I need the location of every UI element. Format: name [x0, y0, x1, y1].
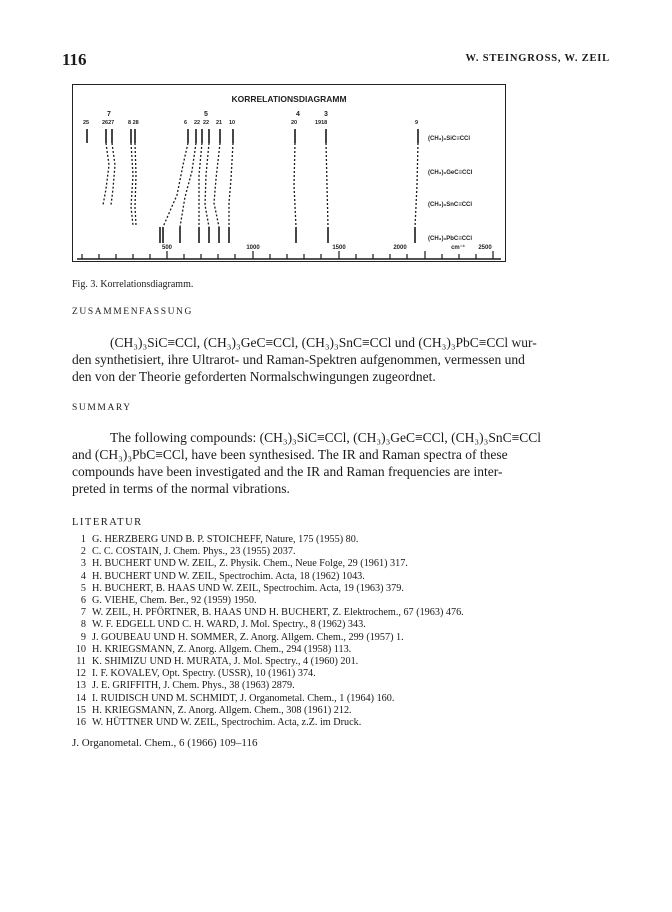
compound-label: (CH₃)₃PbC≡CCl [428, 236, 473, 242]
zusammenfassung-heading: ZUSAMMENFASSUNG [72, 307, 193, 317]
line-label: 22 [194, 120, 201, 126]
line-label: 1918 [315, 120, 328, 126]
page-header [62, 50, 610, 72]
reference-item: 10 H. KRIEGSMANN, Z. Anorg. Allgem. Chem., 294 (1958) 113. [75, 643, 352, 655]
axis-tick-label: 1000 [246, 245, 260, 251]
reference-item: 4 H. BUCHERT UND W. ZEIL, Spectrochim. Acta, 18 (1962) 1043. [80, 570, 365, 582]
compound-label: (CH₃)₃SiC≡CCl [428, 136, 471, 142]
axis-tick-label: 2000 [393, 245, 407, 251]
line-label: 2627 [102, 120, 115, 126]
figure-caption: Fig. 3. Korrelationsdiagramm. [72, 279, 194, 290]
reference-item: 3 H. BUCHERT UND W. ZEIL, Z. Physik. Chem., Neue Folge, 29 (1961) 317. [80, 558, 408, 570]
reference-item: 5 H. BUCHERT, B. HAAS UND W. ZEIL, Spectrochim. Acta, 19 (1963) 379. [80, 582, 404, 594]
reference-item: 9 J. GOUBEAU UND H. SOMMER, Z. Anorg. Allgem. Chem., 299 (1957) 1. [80, 631, 404, 643]
correlation-diagram-svg [73, 85, 505, 261]
group-label: 4 [296, 111, 300, 118]
reference-list [72, 534, 612, 729]
reference-item: 15 H. KRIEGSMANN, Z. Anorg. Allgem. Chem., 308 (1961) 212. [75, 704, 352, 716]
group-label: 3 [324, 111, 328, 118]
summary-text [72, 429, 598, 497]
group-label: 7 [107, 111, 111, 118]
line-label: 8 28 [128, 120, 139, 126]
reference-item: 12 I. F. KOVALEV, Opt. Spectry. (USSR), 10 (1961) 374. [75, 668, 316, 680]
axis-tick-label: 2500 [478, 245, 492, 251]
line-label: 9 [415, 120, 419, 126]
diagram-title: KORRELATIONSDIAGRAMM [231, 94, 347, 104]
text-line: The following compounds: (CH₃)₃SiC≡CCl, (CH₃)₃GeC≡CCl, (CH₃)₃SnC≡CCl [110, 430, 541, 445]
line-label: 6 [184, 120, 188, 126]
literatur-heading: LITERATUR [72, 517, 143, 528]
journal-citation: J. Organometal. Chem., 6 (1966) 109–116 [72, 737, 258, 749]
line-label: 22 [203, 120, 210, 126]
line-label: 21 [216, 120, 223, 126]
reference-item: 2 C. C. COSTAIN, J. Chem. Phys., 23 (1955) 2037. [80, 546, 296, 558]
line-label: 25 [83, 120, 90, 126]
reference-item: 11 K. SHIMIZU UND H. MURATA, J. Mol. Spectry., 4 (1960) 201. [76, 656, 359, 668]
text-line: and (CH₃)₃PbC≡CCl, have been synthesised. The IR and Raman spectra of these [72, 447, 508, 462]
reference-item: 1 G. HERZBERG UND B. P. STOICHEFF, Nature, 175 (1955) 80. [80, 534, 359, 545]
zusammenfassung-text [72, 334, 598, 385]
text-line: (CH₃)₃SiC≡CCl, (CH₃)₃GeC≡CCl, (CH₃)₃SnC≡CCl und (CH₃)₃PbC≡CCl wur- [110, 335, 537, 350]
text-line: preted in terms of the normal vibrations. [72, 481, 290, 496]
axis-tick-label: 1500 [332, 245, 346, 251]
summary-heading: SUMMARY [72, 403, 132, 413]
axis-tick-label: 500 [161, 245, 173, 251]
reference-item: 8 W. F. EDGELL UND C. H. WARD, J. Mol. Spectry., 8 (1962) 343. [80, 619, 366, 631]
compound-label: (CH₃)₃GeC≡CCl [428, 170, 473, 176]
reference-item: 13 J. E. GRIFFITH, J. Chem. Phys., 38 (1963) 2879. [75, 680, 295, 692]
compound-label: (CH₃)₃SnC≡CCl [428, 202, 473, 208]
text-line: den synthetisiert, ihre Ultrarot- und Raman-Spektren aufgenommen, vermessen und [72, 352, 525, 367]
group-label: 5 [204, 111, 208, 118]
reference-item: 14 I. RUIDISCH UND M. SCHMIDT, J. Organometal. Chem., 1 (1964) 160. [75, 692, 395, 704]
line-label: 20 [291, 120, 298, 126]
running-head: W. STEINGROSS, W. ZEIL [465, 53, 610, 64]
reference-item: 6 G. VIEHE, Chem. Ber., 92 (1959) 1950. [80, 595, 257, 607]
reference-item: 16 W. HÜTTNER UND W. ZEIL, Spectrochim. Acta, z.Z. im Druck. [75, 717, 362, 729]
reference-item: 7 W. ZEIL, H. PFÖRTNER, B. HAAS UND H. BUCHERT, Z. Elektrochem., 67 (1963) 476. [80, 607, 464, 619]
text-line: den von der Theorie geforderten Normalschwingungen zugeordnet. [72, 369, 436, 384]
line-label: 10 [229, 120, 236, 126]
correlation-diagram [72, 84, 506, 262]
text-line: compounds have been investigated and the IR and Raman frequencies are inter- [72, 464, 503, 479]
page-number: 116 [62, 50, 87, 69]
axis-unit: cm⁻¹ [451, 245, 465, 251]
